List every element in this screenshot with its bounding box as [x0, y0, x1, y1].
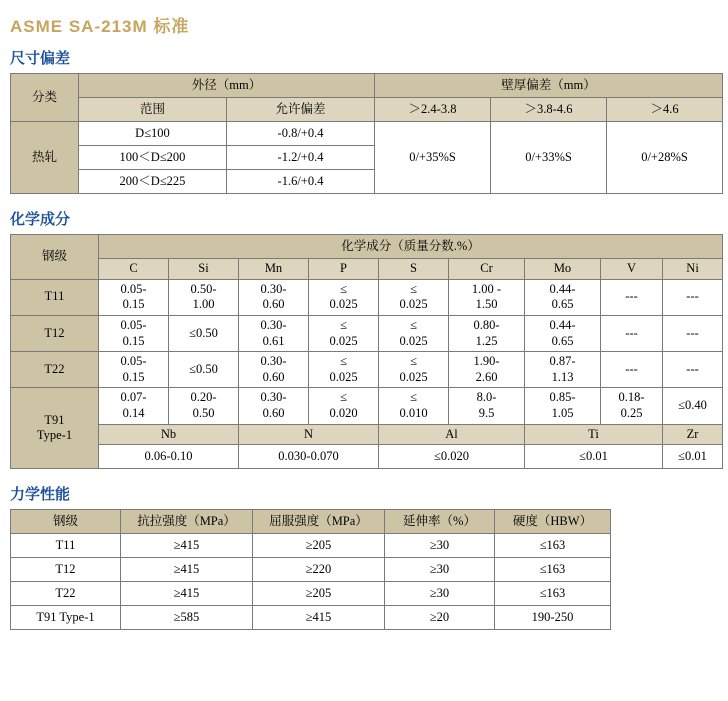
- table-cell-tol-2: -1.2/+0.4: [227, 146, 375, 170]
- header-extra-ti: Ti: [525, 424, 663, 445]
- cell-t12-cr: 0.80- 1.25: [449, 315, 525, 351]
- row-label-hot-rolled: 热轧: [11, 122, 79, 194]
- cell-t91-mn: 0.30- 0.60: [239, 388, 309, 424]
- cell-t12-mn: 0.30- 0.61: [239, 315, 309, 351]
- cell-t22-ni: ---: [663, 352, 723, 388]
- cell-t22-p: ≤ 0.025: [309, 352, 379, 388]
- cell-t11-p: ≤ 0.025: [309, 279, 379, 315]
- cell-t22-mn: 0.30- 0.60: [239, 352, 309, 388]
- header-chemical-group: 化学成分（质量分数.%）: [99, 235, 723, 259]
- mech-tensile-2: ≥415: [121, 558, 253, 582]
- header-wall-col-3: ＞4.6: [607, 98, 723, 122]
- header-element-ni: Ni: [663, 259, 723, 280]
- header-element-mo: Mo: [525, 259, 601, 280]
- row-grade-t11: T11: [11, 279, 99, 315]
- mech-elong-3: ≥30: [385, 582, 495, 606]
- header-range: 范围: [79, 98, 227, 122]
- header-element-mn: Mn: [239, 259, 309, 280]
- header-element-s: S: [379, 259, 449, 280]
- cell-t91-si: 0.20- 0.50: [169, 388, 239, 424]
- header-allowed-tolerance: 允许偏差: [227, 98, 375, 122]
- table-cell-tol-1: -0.8/+0.4: [227, 122, 375, 146]
- header-wall-col-2: ＞3.8-4.6: [491, 98, 607, 122]
- mech-tensile-4: ≥585: [121, 606, 253, 630]
- cell-t12-c: 0.05- 0.15: [99, 315, 169, 351]
- cell-t11-c: 0.05- 0.15: [99, 279, 169, 315]
- dimensional-tolerance-table: [10, 73, 723, 194]
- mech-yield-4: ≥415: [253, 606, 385, 630]
- cell-t11-cr: 1.00 - 1.50: [449, 279, 525, 315]
- cell-t22-s: ≤ 0.025: [379, 352, 449, 388]
- row-grade-t22: T22: [11, 352, 99, 388]
- cell-extra-nb: 0.06-0.10: [99, 445, 239, 469]
- mech-elong-1: ≥30: [385, 534, 495, 558]
- cell-t12-p: ≤ 0.025: [309, 315, 379, 351]
- header-extra-zr: Zr: [663, 424, 723, 445]
- cell-t22-mo: 0.87- 1.13: [525, 352, 601, 388]
- mech-grade-2: T12: [11, 558, 121, 582]
- header-element-p: P: [309, 259, 379, 280]
- cell-t11-si: 0.50- 1.00: [169, 279, 239, 315]
- table-row: [11, 582, 611, 606]
- section-title-chemical: 化学成分: [10, 211, 71, 228]
- header-yield-strength: 屈服强度（MPa）: [253, 510, 385, 534]
- cell-t22-si: ≤0.50: [169, 352, 239, 388]
- cell-extra-n: 0.030-0.070: [239, 445, 379, 469]
- cell-t22-v: ---: [601, 352, 663, 388]
- cell-t11-s: ≤ 0.025: [379, 279, 449, 315]
- mech-grade-3: T22: [11, 582, 121, 606]
- mech-tensile-3: ≥415: [121, 582, 253, 606]
- mech-grade-1: T11: [11, 534, 121, 558]
- section-title-mechanical: 力学性能: [10, 486, 71, 504]
- table-cell-wall-2: 0/+33%S: [491, 122, 607, 194]
- mech-hardness-1: ≤163: [495, 534, 611, 558]
- mech-hardness-3: ≤163: [495, 582, 611, 606]
- cell-t91-s: ≤ 0.010: [379, 388, 449, 424]
- header-element-si: Si: [169, 259, 239, 280]
- cell-t12-mo: 0.44- 0.65: [525, 315, 601, 351]
- header-elongation: 延伸率（%）: [385, 510, 495, 534]
- header-wall-col-1: ＞2.4-3.8: [375, 98, 491, 122]
- cell-t91-ni: ≤0.40: [663, 388, 723, 424]
- header-grade: 钢级: [11, 235, 99, 280]
- mech-hardness-2: ≤163: [495, 558, 611, 582]
- header-class: 分类: [11, 74, 79, 122]
- mech-yield-3: ≥205: [253, 582, 385, 606]
- table-cell-wall-1: 0/+35%S: [375, 122, 491, 194]
- table-row: [11, 558, 611, 582]
- cell-t12-s: ≤ 0.025: [379, 315, 449, 351]
- header-element-cr: Cr: [449, 259, 525, 280]
- table-row: [11, 606, 611, 630]
- mech-elong-2: ≥30: [385, 558, 495, 582]
- header-extra-al: Al: [379, 424, 525, 445]
- mech-yield-1: ≥205: [253, 534, 385, 558]
- mechanical-properties-table: [10, 509, 611, 630]
- header-hardness: 硬度（HBW）: [495, 510, 611, 534]
- header-tensile-strength: 抗拉强度（MPa）: [121, 510, 253, 534]
- table-cell-tol-3: -1.6/+0.4: [227, 170, 375, 194]
- cell-t11-v: ---: [601, 279, 663, 315]
- header-outer-diameter: 外径（mm）: [79, 74, 375, 98]
- mech-hardness-4: 190-250: [495, 606, 611, 630]
- header-element-c: C: [99, 259, 169, 280]
- header-wall-thickness: 壁厚偏差（mm）: [375, 74, 723, 98]
- row-grade-t12: T12: [11, 315, 99, 351]
- table-cell-range-2: 100＜D≤200: [79, 146, 227, 170]
- section-title-dimensional: 尺寸偏差: [10, 50, 71, 67]
- cell-t12-ni: ---: [663, 315, 723, 351]
- mech-tensile-1: ≥415: [121, 534, 253, 558]
- header-extra-nb: Nb: [99, 424, 239, 445]
- cell-extra-ti: ≤0.01: [525, 445, 663, 469]
- table-cell-range-3: 200＜D≤225: [79, 170, 227, 194]
- header-element-v: V: [601, 259, 663, 280]
- cell-t12-v: ---: [601, 315, 663, 351]
- table-cell-range-1: D≤100: [79, 122, 227, 146]
- mech-yield-2: ≥220: [253, 558, 385, 582]
- table-row: [11, 534, 611, 558]
- cell-t22-cr: 1.90- 2.60: [449, 352, 525, 388]
- page-title: ASME SA-213M 标准: [10, 17, 190, 36]
- cell-t11-mn: 0.30- 0.60: [239, 279, 309, 315]
- cell-t91-v: 0.18- 0.25: [601, 388, 663, 424]
- mech-grade-4: T91 Type-1: [11, 606, 121, 630]
- chemical-composition-table: [10, 234, 723, 469]
- cell-t91-cr: 8.0- 9.5: [449, 388, 525, 424]
- cell-t91-c: 0.07- 0.14: [99, 388, 169, 424]
- cell-t91-p: ≤ 0.020: [309, 388, 379, 424]
- cell-t11-ni: ---: [663, 279, 723, 315]
- header-mech-grade: 钢级: [11, 510, 121, 534]
- table-cell-wall-3: 0/+28%S: [607, 122, 723, 194]
- cell-extra-al: ≤0.020: [379, 445, 525, 469]
- cell-t12-si: ≤0.50: [169, 315, 239, 351]
- mech-elong-4: ≥20: [385, 606, 495, 630]
- cell-t91-mo: 0.85- 1.05: [525, 388, 601, 424]
- header-extra-n: N: [239, 424, 379, 445]
- row-grade-t91: T91 Type-1: [11, 388, 99, 469]
- cell-extra-zr: ≤0.01: [663, 445, 723, 469]
- cell-t22-c: 0.05- 0.15: [99, 352, 169, 388]
- cell-t11-mo: 0.44- 0.65: [525, 279, 601, 315]
